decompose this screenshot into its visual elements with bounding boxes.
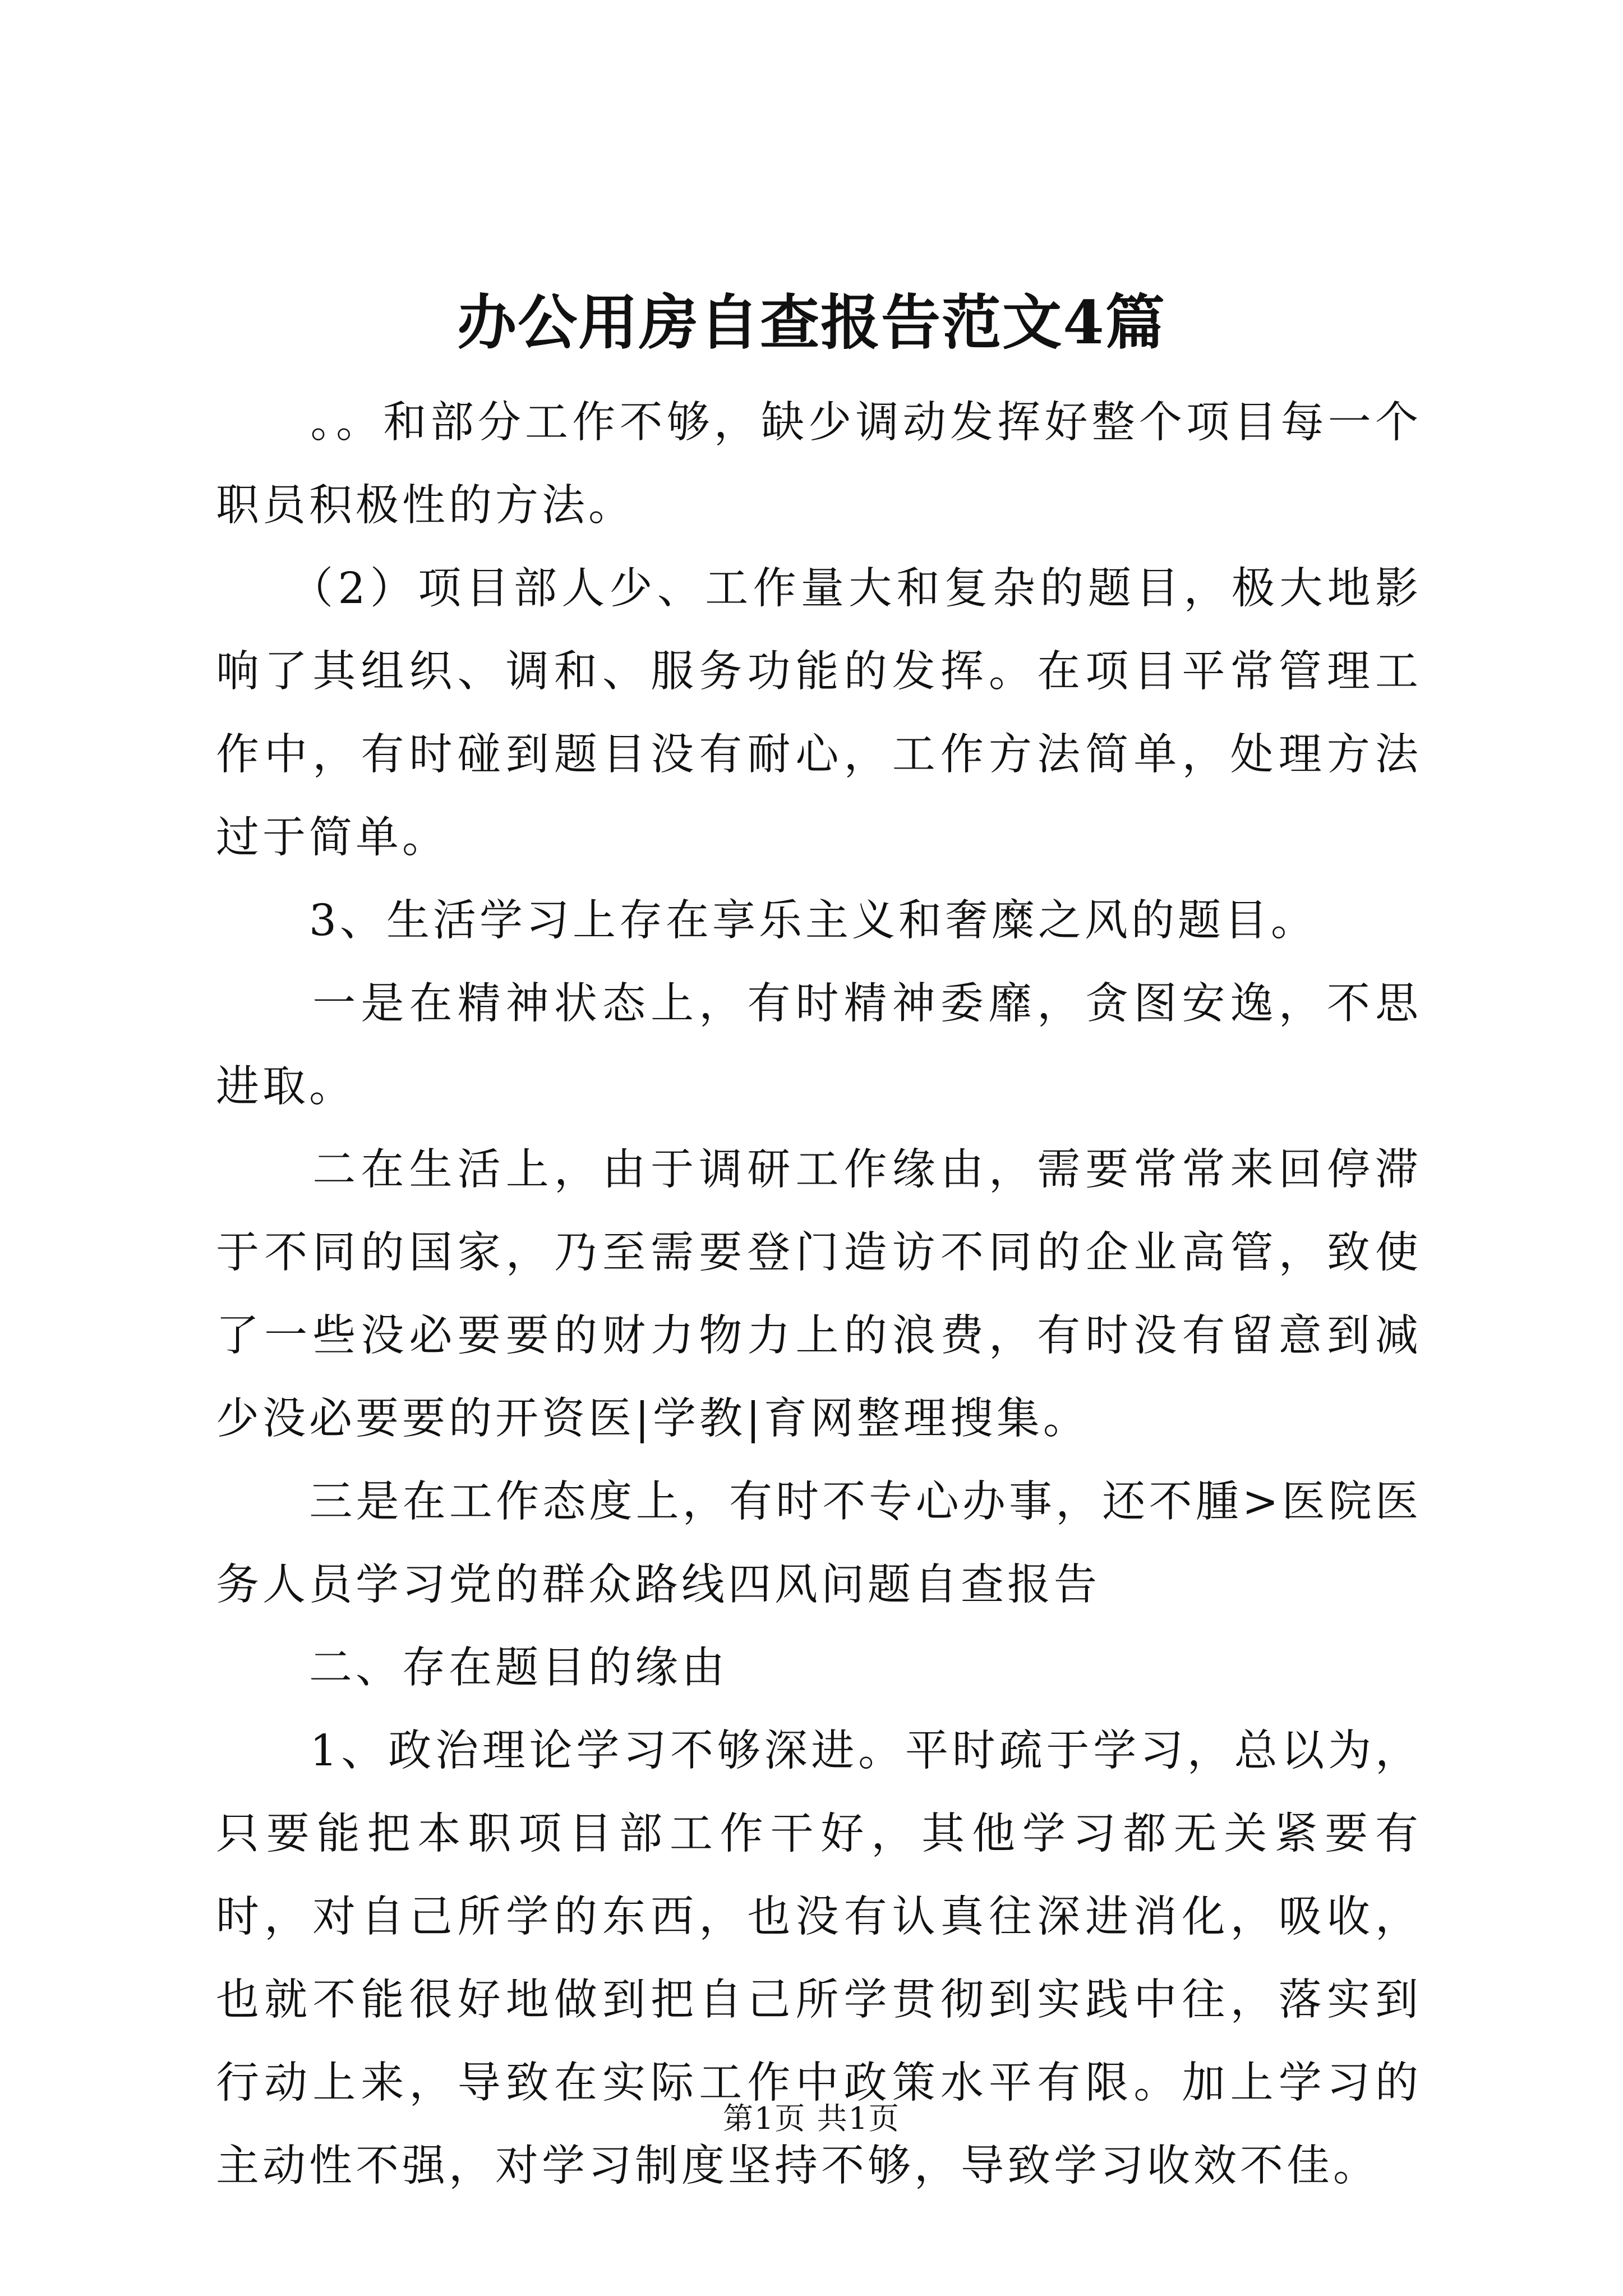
paragraph: 3、生活学习上存在享乐主义和奢糜之风的题目。: [216, 896, 1317, 946]
page-footer: 第1页 共1页: [723, 2101, 900, 2136]
paragraph: 二、存在题目的缘由: [216, 1643, 728, 1693]
paragraph: 一是在精神状态上，有时精神委靡，贪图安逸，不思进取。: [216, 979, 1422, 1112]
paragraph: 1、政治理论学习不够深进。平时疏于学习，总以为，只要能把本职项目部工作干好，其他学习都无关紧要有时，对自己所学的东西，也没有认真往深进消化，吸收，也就不能很好地做到把自己所学贯彻到实践中往，落实到行动上来，导致在实际工作中政策水平有限。加上学习的主动性不强，对学习制度坚持不够，导致学习收效不佳。: [216, 1726, 1422, 2191]
paragraph: 二在生活上，由于调研工作缘由，需要常常来回停滞于不同的国家，乃至需要登门造访不同的企业高管，致使了一些没必要要的财力物力上的浪费，有时没有留意到减少没必要要的开资医|学教|育网整理搜集。: [216, 1145, 1422, 1444]
paragraph: 三是在工作态度上，有时不专心办事，还不腫>医院医务人员学习党的群众路线四风问题自查报告: [216, 1477, 1422, 1610]
document-title: 办公用房自查报告范文4篇: [457, 287, 1166, 357]
paragraph: 。。和部分工作不够，缺少调动发挥好整个项目每一个职员积极性的方法。: [216, 398, 1422, 531]
document-body: [216, 381, 1422, 2208]
paragraph: （2）项目部人少、工作量大和复杂的题目，极大地影响了其组织、调和、服务功能的发挥。在项目平常管理工作中，有时碰到题目没有耐心，工作方法简单，处理方法过于简单。: [216, 564, 1422, 863]
